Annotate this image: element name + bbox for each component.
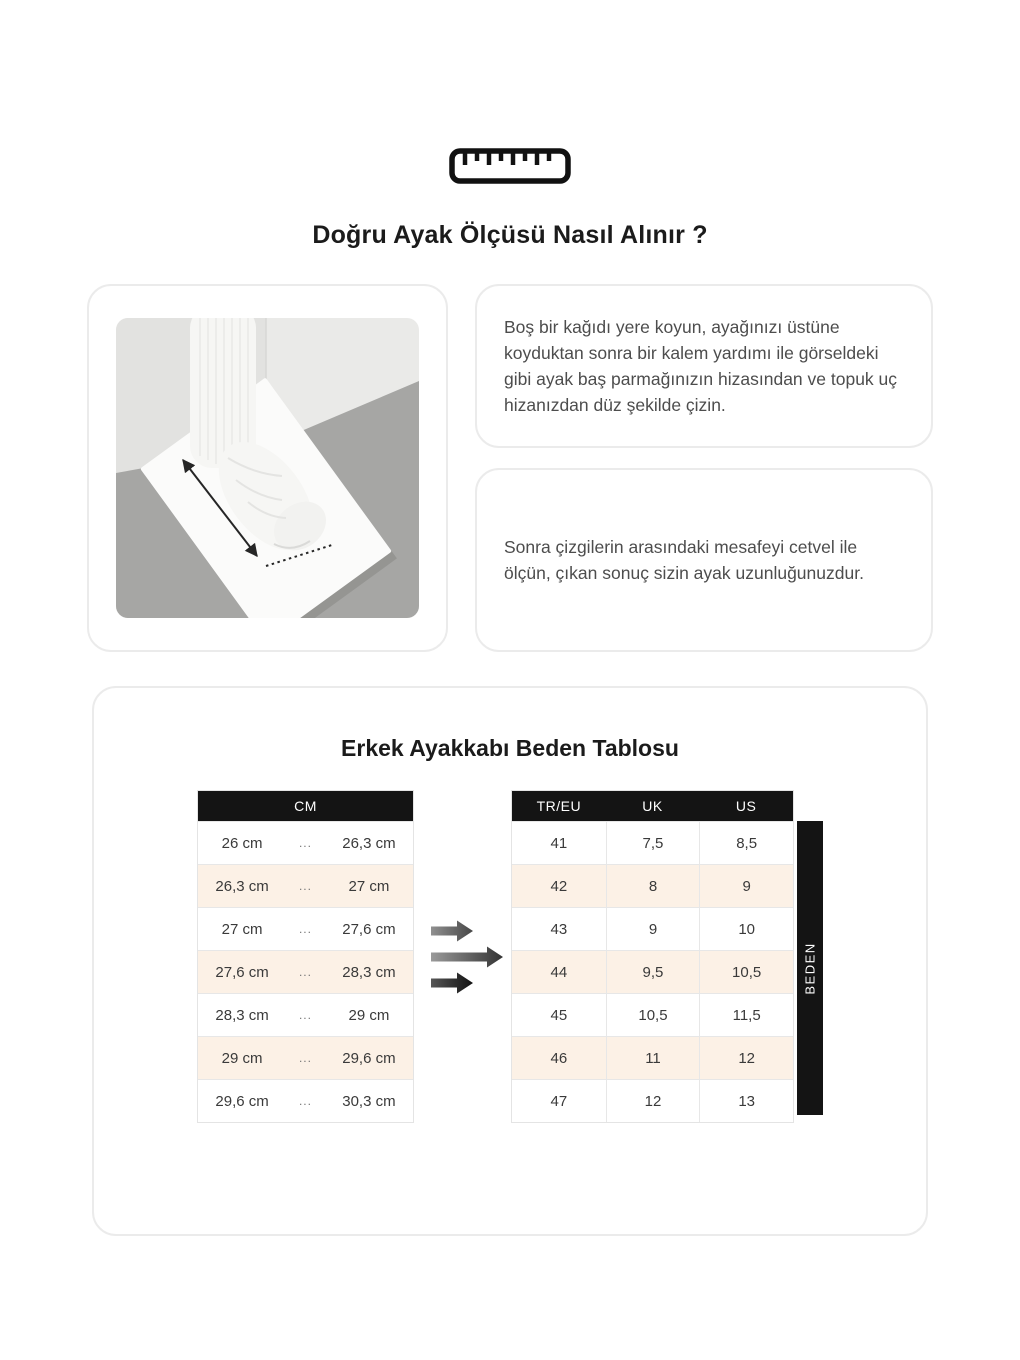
size-cell: 10,5: [699, 950, 793, 993]
size-table: [511, 790, 794, 1123]
foot-on-paper-photo: [116, 318, 419, 618]
size-cell: 45: [512, 993, 606, 1036]
size-cell: 13: [699, 1079, 793, 1122]
cm-table-header: CM: [198, 791, 413, 821]
size-table-row: [512, 907, 793, 950]
cm-table-row: [198, 864, 413, 907]
size-cell: 8,5: [699, 821, 793, 864]
size-table-row: [512, 993, 793, 1036]
cm-table-row: [198, 993, 413, 1036]
instruction-card-2: [475, 468, 933, 652]
cm-table: [197, 790, 414, 1123]
size-cell: 12: [699, 1036, 793, 1079]
size-cell: 9,5: [606, 950, 700, 993]
cm-to-cell: 27 cm: [325, 864, 413, 907]
size-chart-title: Erkek Ayakkabı Beden Tablosu: [341, 735, 679, 761]
size-table-row: [512, 1036, 793, 1079]
size-cell: 9: [606, 907, 700, 950]
cm-to-cell: 30,3 cm: [325, 1079, 413, 1122]
triple-right-arrows-icon: [429, 917, 507, 997]
size-cell: 10: [699, 907, 793, 950]
cm-to-cell: 28,3 cm: [325, 950, 413, 993]
measure-photo-card: [87, 284, 448, 652]
size-cell: 11: [606, 1036, 700, 1079]
size-cell: 7,5: [606, 821, 700, 864]
instruction-card-1: [475, 284, 933, 448]
ruler-icon: [0, 0, 1020, 184]
instruction-text-2: Sonra çizgilerin arasındaki mesafeyi cetvel ile ölçün, çıkan sonuç sizin ayak uzunluğunuzdur.: [504, 537, 864, 583]
size-table-row: [512, 1079, 793, 1122]
cm-from-cell: 26 cm: [198, 821, 286, 864]
cm-from-cell: 27 cm: [198, 907, 286, 950]
cm-from-cell: 29,6 cm: [198, 1079, 286, 1122]
size-cell: 44: [512, 950, 606, 993]
size-cell: 10,5: [606, 993, 700, 1036]
page-title: Doğru Ayak Ölçüsü Nasıl Alınır ?: [312, 221, 708, 249]
cm-to-cell: 29 cm: [325, 993, 413, 1036]
ellipsis-cell: ...: [286, 1036, 325, 1079]
size-cell: 46: [512, 1036, 606, 1079]
cm-table-row: [198, 950, 413, 993]
size-cell: 42: [512, 864, 606, 907]
size-col-tr-eu: TR/EU: [512, 791, 606, 821]
ellipsis-cell: ...: [286, 821, 325, 864]
size-tables: [94, 790, 926, 1123]
cm-from-cell: 26,3 cm: [198, 864, 286, 907]
ellipsis-cell: ...: [286, 1079, 325, 1122]
cm-table-row: [198, 821, 413, 864]
instruction-steps: [475, 284, 933, 652]
ellipsis-cell: ...: [286, 907, 325, 950]
cm-to-cell: 27,6 cm: [325, 907, 413, 950]
size-cell: 11,5: [699, 993, 793, 1036]
ellipsis-cell: ...: [286, 864, 325, 907]
size-cell: 12: [606, 1079, 700, 1122]
size-table-group: [511, 790, 823, 1123]
cm-table-row: [198, 907, 413, 950]
cm-from-cell: 29 cm: [198, 1036, 286, 1079]
size-cell: 47: [512, 1079, 606, 1122]
beden-side-label: BEDEN: [797, 821, 823, 1115]
ellipsis-cell: ...: [286, 950, 325, 993]
size-table-row: [512, 864, 793, 907]
cm-from-cell: 27,6 cm: [198, 950, 286, 993]
cm-table-row: [198, 1079, 413, 1122]
size-table-row: [512, 950, 793, 993]
size-cell: 43: [512, 907, 606, 950]
measure-section: [87, 284, 933, 652]
size-cell: 8: [606, 864, 700, 907]
size-chart-card: [92, 686, 928, 1236]
ellipsis-cell: ...: [286, 993, 325, 1036]
instruction-text-1: Boş bir kağıdı yere koyun, ayağınızı üstüne koyduktan sonra bir kalem yardımı ile görseldeki gibi ayak baş parmağınızın hizasından ve topuk uç hizanızdan düz şekilde çizin.: [504, 317, 898, 415]
size-col-us: US: [699, 791, 793, 821]
size-col-uk: UK: [606, 791, 700, 821]
cm-table-row: [198, 1036, 413, 1079]
cm-from-cell: 28,3 cm: [198, 993, 286, 1036]
size-cell: 9: [699, 864, 793, 907]
cm-to-cell: 26,3 cm: [325, 821, 413, 864]
size-table-row: [512, 821, 793, 864]
cm-to-cell: 29,6 cm: [325, 1036, 413, 1079]
size-cell: 41: [512, 821, 606, 864]
